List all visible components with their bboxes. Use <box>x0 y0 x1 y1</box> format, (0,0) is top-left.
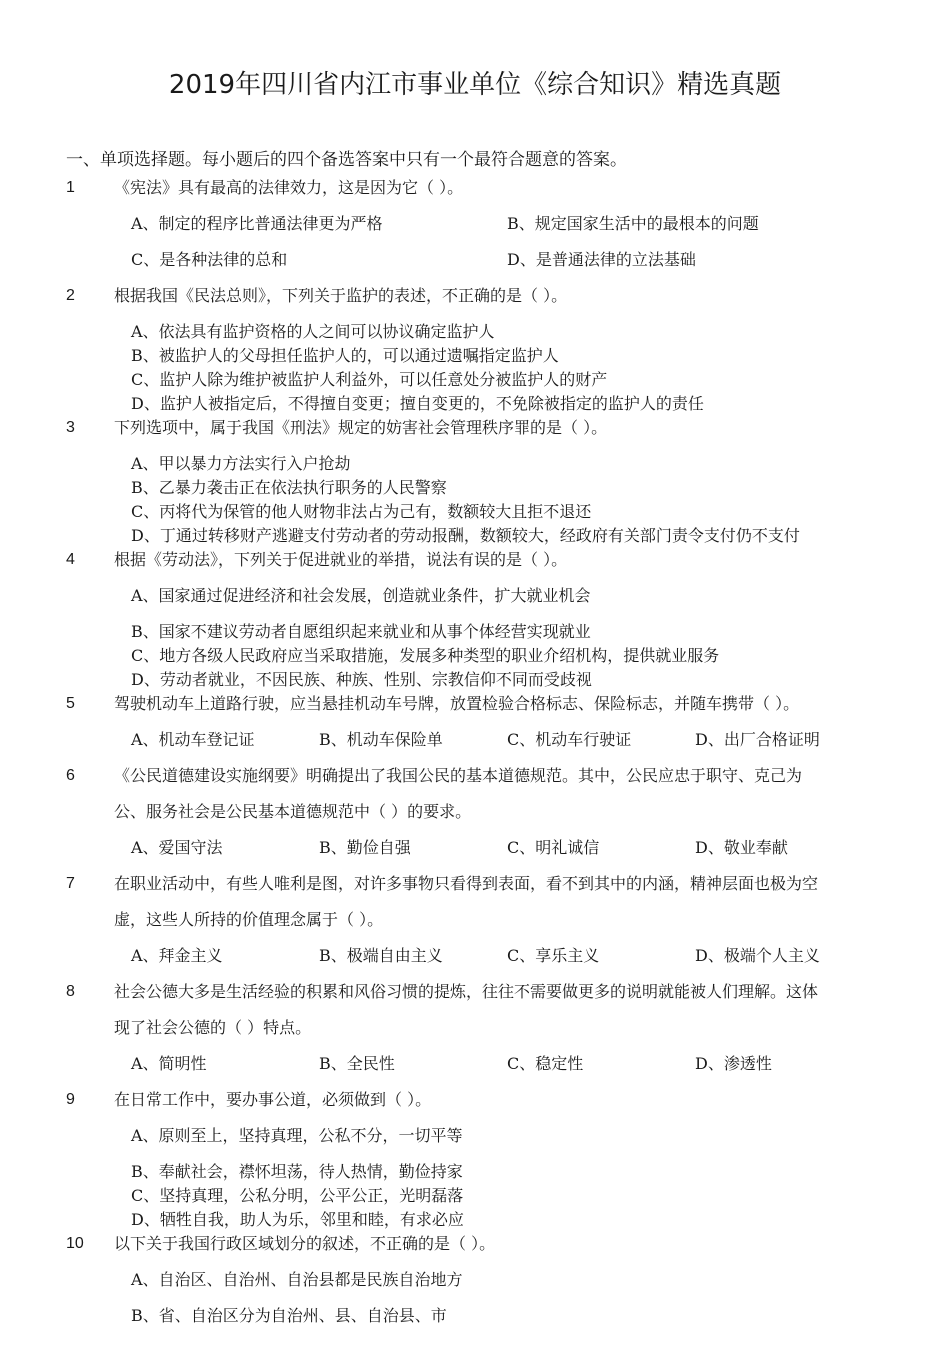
option-c: C、享乐主义 <box>507 946 600 965</box>
option-d: D、是普通法律的立法基础 <box>507 250 696 269</box>
question-number: 8 <box>66 983 75 1000</box>
question-stem-continued: 现了社会公德的（ ）特点。 <box>114 1018 312 1037</box>
option-d: D、丁通过转移财产逃避支付劳动者的劳动报酬，数额较大，经政府有关部门责令支付仍不支付 <box>131 526 800 545</box>
question-stem: 在职业活动中，有些人唯利是图，对许多事物只看得到表面，看不到其中的内涵，精神层面也极为空 <box>114 874 819 893</box>
question-number: 4 <box>66 551 75 568</box>
option-b: B、全民性 <box>319 1054 395 1073</box>
option-d: D、出厂合格证明 <box>695 730 820 749</box>
question-stem: 《公民道德建设实施纲要》明确提出了我国公民的基本道德规范。其中，公民应忠于职守、克己为 <box>114 766 803 785</box>
option-c: C、明礼诚信 <box>507 838 600 857</box>
option-b: B、勤俭自强 <box>319 838 411 857</box>
option-b: B、国家不建议劳动者自愿组织起来就业和从事个体经营实现就业 <box>131 622 591 641</box>
option-a: A、制定的程序比普通法律更为严格 <box>131 214 383 233</box>
option-a: A、爱国守法 <box>131 838 223 857</box>
option-b: B、极端自由主义 <box>319 946 443 965</box>
question-stem: 在日常工作中，要办事公道，必须做到（ ）。 <box>114 1090 432 1109</box>
option-d: D、劳动者就业，不因民族、种族、性别、宗教信仰不同而受歧视 <box>131 670 592 689</box>
option-b: B、省、自治区分为自治州、县、自治县、市 <box>131 1306 447 1325</box>
question-stem-continued: 公、服务社会是公民基本道德规范中（ ）的要求。 <box>114 802 472 821</box>
question-number: 9 <box>66 1091 75 1108</box>
option-a: A、拜金主义 <box>131 946 223 965</box>
option-d: D、牺牲自我，助人为乐，邻里和睦，有求必应 <box>131 1210 464 1229</box>
question-number: 2 <box>66 287 75 304</box>
question-stem: 社会公德大多是生活经验的积累和风俗习惯的提炼，往往不需要做更多的说明就能被人们理解。这体 <box>114 982 819 1001</box>
question-stem-continued: 虚，这些人所持的价值理念属于（ ）。 <box>114 910 384 929</box>
question-number: 7 <box>66 875 75 892</box>
page-title: 2019年四川省内江市事业单位《综合知识》精选真题 <box>168 70 782 100</box>
section-heading: 一、单项选择题。每小题后的四个备选答案中只有一个最符合题意的答案。 <box>66 150 627 170</box>
option-c: C、监护人除为维护被监护人利益外，可以任意处分被监护人的财产 <box>131 370 608 389</box>
option-b: B、机动车保险单 <box>319 730 443 749</box>
option-a: A、甲以暴力方法实行入户抢劫 <box>131 454 351 473</box>
option-d: D、渗透性 <box>695 1054 772 1073</box>
question-number: 1 <box>66 179 75 196</box>
option-c: C、是各种法律的总和 <box>131 250 288 269</box>
option-a: A、国家通过促进经济和社会发展，创造就业条件，扩大就业机会 <box>131 586 591 605</box>
option-b: B、被监护人的父母担任监护人的，可以通过遗嘱指定监护人 <box>131 346 559 365</box>
option-d: D、敬业奉献 <box>695 838 788 857</box>
option-d: D、监护人被指定后，不得擅自变更；擅自变更的，不免除被指定的监护人的责任 <box>131 394 704 413</box>
question-stem: 以下关于我国行政区域划分的叙述，不正确的是（ ）。 <box>114 1234 496 1253</box>
question-number: 10 <box>66 1235 84 1252</box>
option-b: B、奉献社会，襟怀坦荡，待人热情，勤俭持家 <box>131 1162 463 1181</box>
option-a: A、简明性 <box>131 1054 207 1073</box>
option-c: C、丙将代为保管的他人财物非法占为己有，数额较大且拒不退还 <box>131 502 592 521</box>
option-a: A、机动车登记证 <box>131 730 255 749</box>
option-b: B、规定国家生活中的最根本的问题 <box>507 214 759 233</box>
question-number: 3 <box>66 419 75 436</box>
option-c: C、机动车行驶证 <box>507 730 632 749</box>
question-stem: 下列选项中，属于我国《刑法》规定的妨害社会管理秩序罪的是（ ）。 <box>114 418 608 437</box>
question-number: 5 <box>66 695 75 712</box>
option-a: A、依法具有监护资格的人之间可以协议确定监护人 <box>131 322 495 341</box>
option-a: A、原则至上，坚持真理，公私不分，一切平等 <box>131 1126 463 1145</box>
question-stem: 《宪法》具有最高的法律效力，这是因为它（ ）。 <box>114 178 464 197</box>
option-c: C、坚持真理，公私分明，公平公正，光明磊落 <box>131 1186 464 1205</box>
question-number: 6 <box>66 767 75 784</box>
question-stem: 驾驶机动车上道路行驶，应当悬挂机动车号牌，放置检验合格标志、保险标志，并随车携带（ ）。 <box>114 694 800 713</box>
option-d: D、极端个人主义 <box>695 946 820 965</box>
question-stem: 根据我国《民法总则》，下列关于监护的表述，不正确的是（ ）。 <box>114 286 568 305</box>
question-stem: 根据《劳动法》，下列关于促进就业的举措，说法有误的是（ ）。 <box>114 550 568 569</box>
option-c: C、地方各级人民政府应当采取措施，发展多种类型的职业介绍机构，提供就业服务 <box>131 646 720 665</box>
option-c: C、稳定性 <box>507 1054 584 1073</box>
option-a: A、自治区、自治州、自治县都是民族自治地方 <box>131 1270 463 1289</box>
option-b: B、乙暴力袭击正在依法执行职务的人民警察 <box>131 478 447 497</box>
